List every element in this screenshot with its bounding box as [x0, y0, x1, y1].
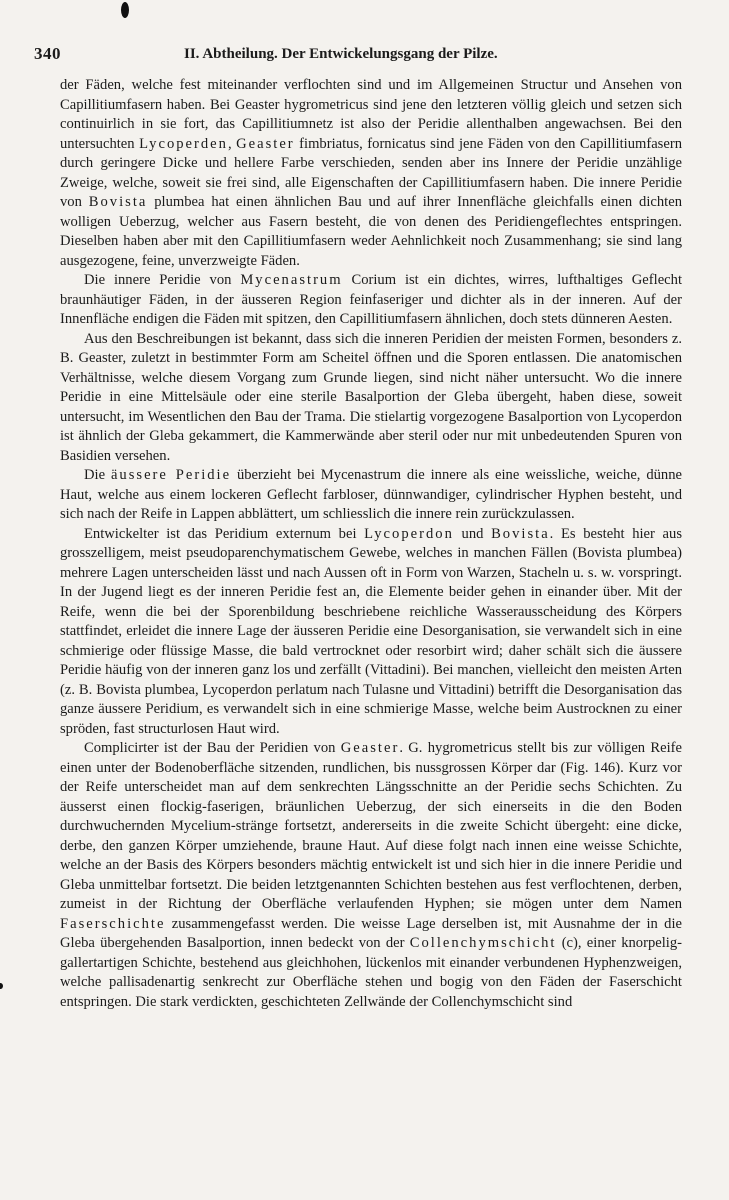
spaced-term: Bovista	[88, 194, 148, 210]
paragraph	[60, 330, 682, 467]
ink-blot	[121, 2, 129, 18]
text-segment: zusammengefasst werden. Die weisse Lage derselben ist, mit Ausnahme der in die Gleba übergehenden Basalportion, innen bedeckt von der	[60, 915, 682, 951]
text-segment: ,	[227, 135, 237, 152]
text-segment: Die	[84, 467, 111, 483]
paragraph	[60, 466, 682, 525]
text-segment: und	[453, 525, 492, 542]
text-segment: Die innere Peridie von	[84, 272, 241, 288]
paragraph	[60, 76, 682, 271]
text-segment: (c), einer knorpelig-gallertartigen Schichte, bestehend aus gleichhohen, lückenlos mit einander verbundenen Hyphenzweigen, welche pallisadenartig senkrecht zur Oberfläche stehen und bogig von den Fäden der Faserschicht entspringen. Die stark verdickten, geschichteten Zellwände der Collenchymschicht sind	[60, 935, 682, 1010]
page-header	[34, 44, 694, 68]
text-segment: . Es besteht hier aus grosszelligem, meist pseudoparenchymatischem Gewebe, welches in manchen Fällen (Bovista plumbea) mehrere Lagen unterscheiden lässt und nach Aussen oft in Form von Warzen, Stacheln u. s. w. vorspringt. In der Jugend liegt es der inneren Peridie fest an, die Elemente beider gehen in einander über. Mit der Reife, wenn die bei der Sporenbildung beschriebene reichliche Wasserausscheidung des Körpers stattfindet, erleidet die innere Lage der äusseren Peridie eine Desorganisation, sie verwandelt sich in eine schmierige oder flüssige Masse, die bald vertrocknet oder resorbirt wird; daher schält sich die äussere Peridie häufig von der inneren ganz los und zerfällt (Vittadini). Bei manchen, vielleicht den meisten Arten (z. B. Bovista plumbea, Lycoperdon perlatum nach Tulasne und Vittadini) betrifft die Desorganisation das ganze äussere Peridium, es verwandelt sich in eine schmierige Masse, welche beim Austrocknen zu einer spröden, fast structurlosen Haut wird.	[60, 525, 682, 737]
spaced-term: Faserschichte	[60, 915, 166, 932]
text-segment: fimbriatus, fornicatus sind jene Fäden von den Capillitiumfasern durch geringere Dicke und hellere Farbe verschieden, senden aber ins Innere der Peridie unzählige Zweige, welche, soweit sie frei sind, alle Eigenschaften der Capillitiumfasern haben. Die innere Peridie von	[60, 135, 682, 210]
text-segment: Aus den Beschreibungen ist bekannt, dass sich die inneren Peridien der meisten Formen, besonders z. B. Geaster, zuletzt in bestimmter Form am Scheitel öffnen und die Sporen entlassen. Die anatomischen Verhältnisse, welche diesem Vorgang zum Grunde liegen, sind nicht näher untersucht. Wo die innere Peridie in eine Mittelsäule oder eine sterile Basalportion der Gleba übergeht, haben diese, soweit untersucht, im Wesentlichen den Bau der Trama. Die stielartig vorgezogene Basalportion von Lycoperdon ist ähnlich der Gleba gekammert, die Kammerwände aber steril oder nur mit unbedeutenden Spuren von Basidien versehen.	[60, 330, 682, 464]
paragraph	[60, 271, 682, 330]
spaced-term: Lycoperdon	[364, 525, 454, 542]
spaced-term: Collenchymschicht	[409, 935, 557, 951]
paragraph	[60, 739, 682, 1012]
body-text	[60, 76, 682, 1012]
running-title: II. Abtheilung. Der Entwickelungsgang der Pilze.	[184, 46, 498, 62]
text-segment: überzieht bei Mycenastrum die innere als eine weissliche, weiche, dünne Haut, welche aus einem lockeren Geflecht farbloser, dünnwandiger, cylindrischer Hyphen besteht, und sich nach der Reife in Lappen abblättert, um schliesslich die innere rein zurückzulassen.	[60, 467, 682, 522]
text-segment: plumbea hat einen ähnlichen Bau und auf ihrer Innenfläche gleichfalls einen dichten wolligen Ueberzug, welcher aus Fasern besteht, die von denen des Peridiengeflechtes entspringen. Dieselben haben aber mit den Capillitiumfasern weder Aehnlichkeit noch Zusammenhang; sie sind lang ausgezogene, feine, unverzweigte Fäden.	[60, 194, 682, 269]
spaced-term: Lycoperden	[139, 135, 228, 152]
text-segment: der Fäden, welche fest miteinander verflochten sind und im Allgemeinen Structur und Ansehen von Capillitiumfasern haben. Bei Geaster hygrometricus sind jene den letzteren völlig gleich und setzen sich continuirlich in sie fort, das Capillitiumnetz ist also der Peridie allenthalben angewachsen. Bei den untersuchten	[60, 77, 682, 152]
spaced-term: Geaster	[340, 740, 400, 756]
spaced-term: äussere Peridie	[110, 467, 232, 483]
paragraph	[60, 525, 682, 740]
text-segment: Complicirter ist der Bau der Peridien von	[84, 740, 341, 756]
text-segment: Entwickelter ist das Peridium externum bei	[84, 525, 365, 542]
text-segment: . G. hygrometricus stellt bis zur völligen Reife einen unter der Bodenoberfläche sitzenden, rundlichen, bis nussgrossen Körper dar (Fig. 146). Kurz vor der Reife unterscheidet man auf dem senkrechten Längsschnitte an der Peridie sechs Schichten. Zu äusserst einen flockig-faserigen, bräunlichen Ueberzug, der sich einerseits in die den Boden durchwuchernden Mycelium-stränge fortsetzt, andererseits in die zweite Schicht übergeht: eine dicke, derbe, den ganzen Körper umziehende, braune Haut. Auf diese folgt nach innen eine weisse Schichte, welche an der Basis des Körpers besonders mächtig entwickelt ist und sich hier in die innere Peridie und Gleba unmittelbar fortsetzt. Die beiden letztgenannten Schichten bestehen aus fest verflochtenen, derben, zumeist in der Richtung der Oberfläche verlaufenden Hyphen; sie mögen unter dem Namen	[60, 740, 682, 912]
text-segment: Corium ist ein dichtes, wirres, lufthaltiges Geflecht braunhäutiger Fäden, in der äusseren Region feinfaseriger und dichter als in der inneren. Auf der Innenfläche endigen die Fäden mit spitzen, den Capillitiumfasern ähnlichen, doch stets dünneren Aesten.	[60, 272, 683, 327]
page-number: 340	[34, 44, 61, 63]
spaced-term: Geaster	[236, 135, 295, 152]
ink-blot	[0, 983, 3, 989]
spaced-term: Bovista	[491, 525, 550, 542]
spaced-term: Mycenastrum	[240, 272, 343, 288]
